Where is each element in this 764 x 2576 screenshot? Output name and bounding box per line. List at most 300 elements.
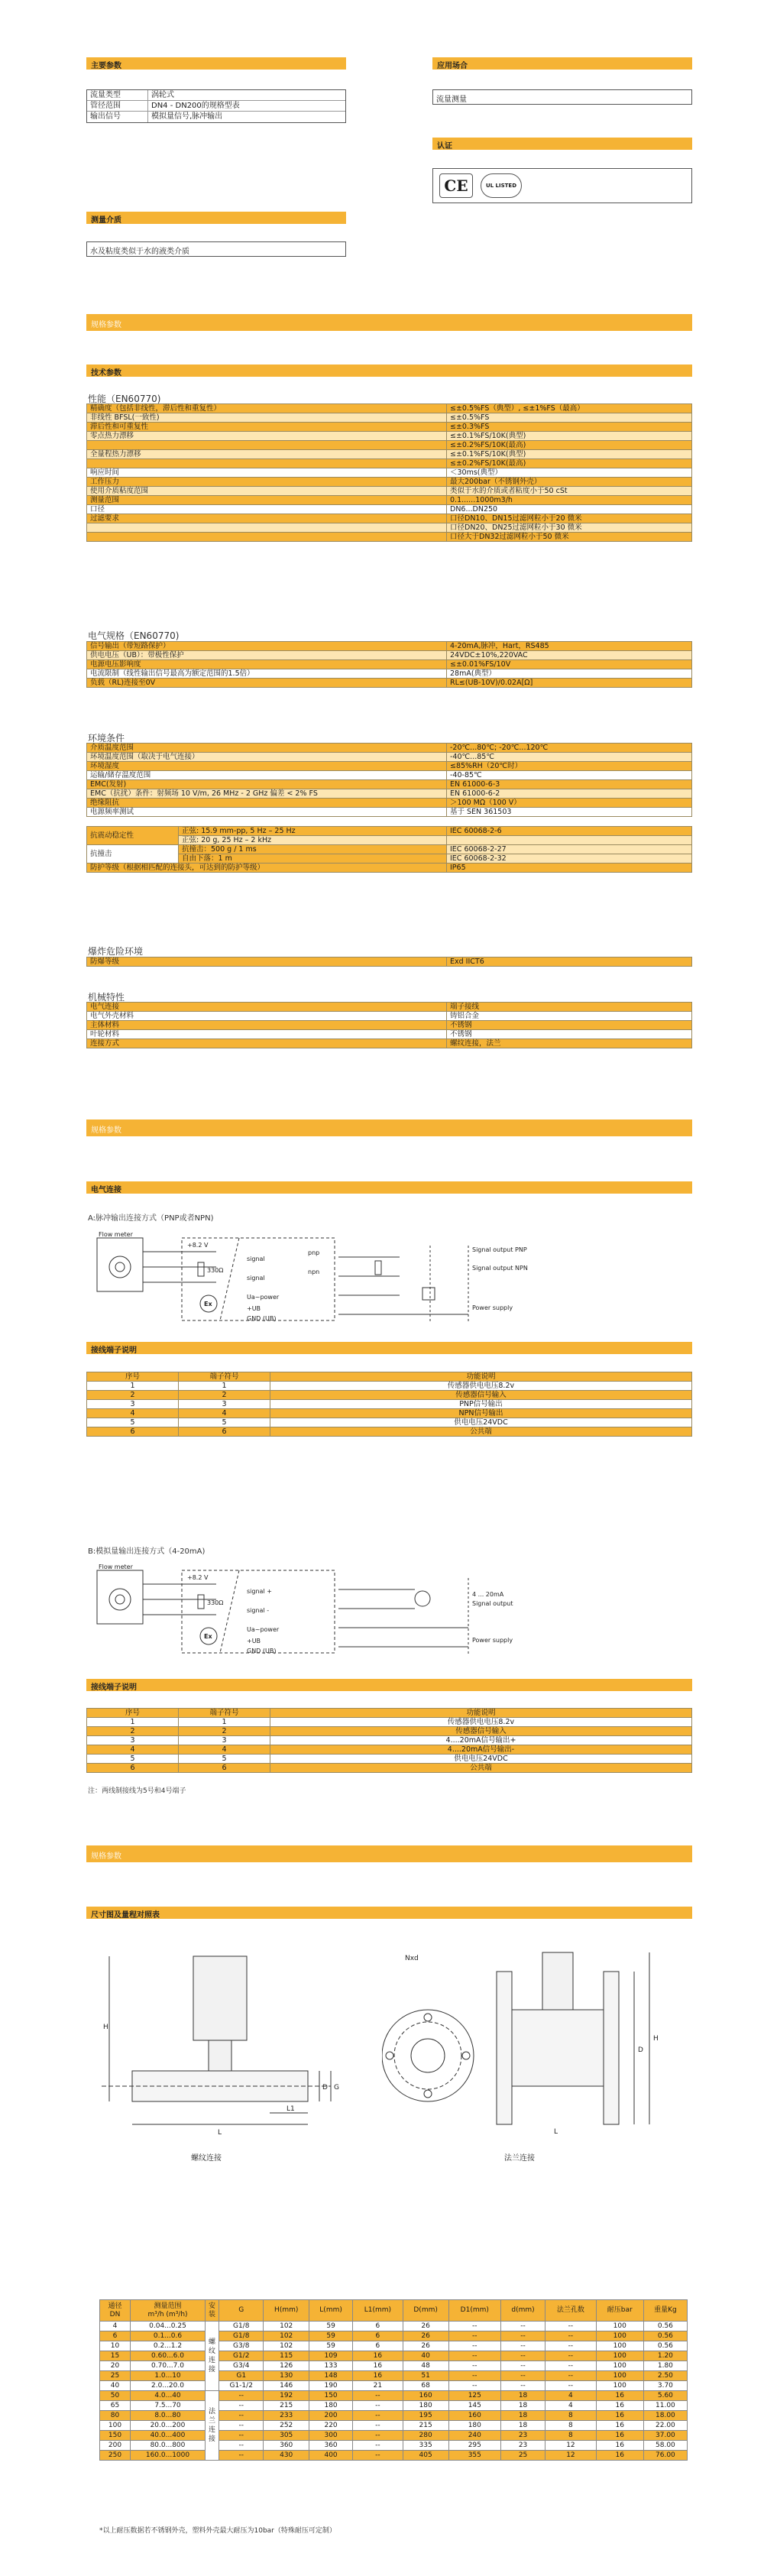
dim-cell: 200 bbox=[100, 2441, 131, 2451]
wiring-diagram-a bbox=[86, 1230, 692, 1330]
spec-label: 电源电压影响度 bbox=[87, 660, 447, 669]
pin-row bbox=[87, 1736, 692, 1745]
wiring-caption-b: B:模拟量输出连接方式（4-20mA) bbox=[88, 1547, 206, 1556]
dim-cell: 8 bbox=[545, 2411, 597, 2421]
spec-value: 口径DN10、DN15过滤网粒小于20 微米 bbox=[447, 514, 692, 523]
spec-value: 铸铝合金 bbox=[447, 1012, 692, 1021]
dim-cell: -- bbox=[448, 2322, 500, 2331]
dim-cell: -- bbox=[500, 2381, 545, 2391]
spec-value: ≤±0.2%FS/10K(最高) bbox=[447, 441, 692, 450]
dim-cell: -- bbox=[500, 2322, 545, 2331]
flange-label: 法兰连接 bbox=[504, 2154, 535, 2163]
pin-header-a: 接线端子说明 bbox=[86, 1342, 692, 1354]
dim-cell: 100 bbox=[596, 2361, 643, 2371]
dim-cell: 0.2...1.2 bbox=[130, 2341, 205, 2351]
pin-row bbox=[87, 1400, 692, 1409]
dim-cell: 76.00 bbox=[643, 2451, 687, 2461]
dim-cell: 102 bbox=[264, 2322, 309, 2331]
shock-label: 抗撞击 bbox=[87, 845, 179, 864]
diag-a-ex: Ex bbox=[204, 1301, 212, 1307]
spec-label: 连接方式 bbox=[87, 1039, 447, 1048]
spec-row bbox=[87, 753, 692, 762]
dim-cell: 0.56 bbox=[643, 2341, 687, 2351]
dim-row bbox=[100, 2331, 688, 2341]
dim-cell: -- bbox=[448, 2361, 500, 2371]
ip-value: IP65 bbox=[447, 864, 692, 873]
dim-cell: 180 bbox=[403, 2401, 448, 2411]
spec-label: 信号输出（带短路保护） bbox=[87, 642, 447, 651]
dim-cell: -- bbox=[545, 2351, 597, 2361]
diag-a-pnp: Signal output PNP bbox=[472, 1246, 527, 1253]
spec-row bbox=[87, 404, 692, 413]
spec-row bbox=[87, 1030, 692, 1039]
diag-a-pnp-tag: pnp bbox=[308, 1249, 320, 1256]
dim-cell: -- bbox=[219, 2411, 264, 2421]
dim-cell: 100 bbox=[100, 2421, 131, 2431]
dim-cell: G1 bbox=[219, 2371, 264, 2381]
pin-table-b bbox=[86, 1708, 692, 1773]
dim-cell: G1-1/2 bbox=[219, 2381, 264, 2391]
pin-header-cell: 序号 bbox=[87, 1709, 179, 1718]
spec-value: 端子接线 bbox=[447, 1003, 692, 1012]
dim-cell: 80.0...800 bbox=[130, 2441, 205, 2451]
spec-row bbox=[87, 468, 692, 478]
spec-row bbox=[87, 505, 692, 514]
dim-cell: -- bbox=[219, 2391, 264, 2401]
pin-cell: 6 bbox=[179, 1427, 270, 1437]
dim-cell: 102 bbox=[264, 2331, 309, 2341]
dim-cell: 190 bbox=[309, 2381, 353, 2391]
flange-connection-drawing bbox=[382, 1941, 692, 2140]
spec-label: 环境湿度 bbox=[87, 762, 447, 771]
pin-cell: 3 bbox=[87, 1400, 179, 1409]
dim-row bbox=[100, 2411, 688, 2421]
pin-cell: 供电电压24VDC bbox=[270, 1418, 692, 1427]
spec-label bbox=[87, 523, 447, 533]
diag-a-v82: +8.2 V bbox=[187, 1242, 209, 1249]
dim-cell: 220 bbox=[309, 2421, 353, 2431]
dim-cell: 8.0...80 bbox=[130, 2411, 205, 2421]
dim-cell: 16 bbox=[596, 2421, 643, 2431]
dim-cell: 160 bbox=[403, 2391, 448, 2401]
cert-box bbox=[432, 168, 692, 203]
svg-text:Nxd: Nxd bbox=[405, 1955, 419, 1962]
dim-cell: 59 bbox=[309, 2331, 353, 2341]
spec-section-bar-2: 规格参数 bbox=[86, 1120, 692, 1136]
dim-cell: 51 bbox=[403, 2371, 448, 2381]
dim-cell: -- bbox=[545, 2322, 597, 2331]
pin-cell: 2 bbox=[179, 1391, 270, 1400]
pin-note: 注：两线制接线为5号和4号端子 bbox=[88, 1787, 186, 1795]
dim-cell: 360 bbox=[309, 2441, 353, 2451]
diag-b-r330: 330Ω bbox=[207, 1599, 224, 1606]
main-params-header: 主要参数 bbox=[86, 57, 346, 70]
dim-cell: 16 bbox=[353, 2351, 403, 2361]
dim-cell: 100 bbox=[596, 2371, 643, 2381]
application-header: 应用场合 bbox=[432, 57, 692, 70]
pin-row bbox=[87, 1409, 692, 1418]
ip-label: 防护等级（根据相匹配的连接头，可达到的防护等级） bbox=[87, 864, 447, 873]
spec-value: ≤±0.2%FS/10K(最高) bbox=[447, 459, 692, 468]
main-param-value: 涡轮式 bbox=[151, 91, 174, 99]
diag-a-npn: Signal output NPN bbox=[472, 1265, 528, 1272]
spec-label: 负载（RL)连接至0V bbox=[87, 679, 447, 688]
dim-row bbox=[100, 2351, 688, 2361]
dim-cell: 16 bbox=[596, 2451, 643, 2461]
pin-cell: 3 bbox=[179, 1400, 270, 1409]
dim-cell: 20.0...200 bbox=[130, 2421, 205, 2431]
pin-row bbox=[87, 1718, 692, 1727]
thread-connection-drawing bbox=[86, 1941, 369, 2140]
pin-cell: 公共端 bbox=[270, 1764, 692, 1773]
dim-header-cell: 通径 DN bbox=[100, 2300, 131, 2322]
dim-cell: -- bbox=[500, 2341, 545, 2351]
vib-cond-1: 正弦: 15.9 mm-pp, 5 Hz – 25 Hz bbox=[179, 827, 447, 836]
dim-cell: 18 bbox=[500, 2411, 545, 2421]
pin-header-b: 接线端子说明 bbox=[86, 1679, 692, 1691]
pin-row bbox=[87, 1764, 692, 1773]
dim-cell: 0.56 bbox=[643, 2322, 687, 2331]
dim-cell: 4.0...40 bbox=[130, 2391, 205, 2401]
diag-b-ub: +UB bbox=[247, 1638, 261, 1644]
pin-row bbox=[87, 1382, 692, 1391]
spec-row bbox=[87, 1003, 692, 1012]
dim-cell: 16 bbox=[596, 2431, 643, 2441]
pin-cell: 1 bbox=[179, 1718, 270, 1727]
dim-row bbox=[100, 2371, 688, 2381]
pin-cell: 1 bbox=[87, 1382, 179, 1391]
spec-label: 介质温度范围 bbox=[87, 744, 447, 753]
dim-cell: 180 bbox=[448, 2421, 500, 2431]
svg-text:D: D bbox=[638, 2046, 643, 2054]
dim-header-cell: 测量范围 m³/h (m³/h) bbox=[130, 2300, 205, 2322]
spec-row bbox=[87, 423, 692, 432]
spec-value: ≤±0.01%FS/10V bbox=[447, 660, 692, 669]
dim-cell: 40.0...400 bbox=[130, 2431, 205, 2441]
dim-cell: 148 bbox=[309, 2371, 353, 2381]
dim-cell: 2.0...20.0 bbox=[130, 2381, 205, 2391]
spec-row bbox=[87, 441, 692, 450]
dim-cell: -- bbox=[545, 2341, 597, 2351]
dim-header-cell: D1(mm) bbox=[448, 2300, 500, 2322]
dim-cell: G1/2 bbox=[219, 2351, 264, 2361]
shock-cond-2: 自由下落：1 m bbox=[179, 854, 447, 864]
spec-row bbox=[87, 514, 692, 523]
dim-cell: 21 bbox=[353, 2381, 403, 2391]
dim-row bbox=[100, 2391, 688, 2401]
dim-install-flange: 法兰连接 bbox=[206, 2391, 219, 2461]
svg-text:H: H bbox=[653, 2035, 659, 2043]
performance-table bbox=[86, 403, 692, 542]
spec-value: 不锈钢 bbox=[447, 1021, 692, 1030]
dim-row bbox=[100, 2322, 688, 2331]
thread-label: 螺纹连接 bbox=[191, 2154, 222, 2163]
dim-cell: G3/4 bbox=[219, 2361, 264, 2371]
dim-cell: 20 bbox=[100, 2361, 131, 2371]
dim-cell: 150 bbox=[100, 2431, 131, 2441]
environment-table bbox=[86, 743, 692, 817]
spec-value: 螺纹连接，法兰 bbox=[447, 1039, 692, 1048]
vib-std-2 bbox=[447, 836, 692, 845]
spec-label: 精确度（包括非线性，滞后性和重复性） bbox=[87, 404, 447, 413]
dim-header-cell: 重量Kg bbox=[643, 2300, 687, 2322]
pin-cell: 4 bbox=[87, 1745, 179, 1755]
spec-row bbox=[87, 669, 692, 679]
svg-text:L1: L1 bbox=[286, 2105, 295, 2113]
spec-row bbox=[87, 789, 692, 799]
spec-row bbox=[87, 771, 692, 780]
pin-cell: 2 bbox=[179, 1727, 270, 1736]
dim-cell: -- bbox=[219, 2451, 264, 2461]
spec-label bbox=[87, 441, 447, 450]
diag-a-power: Power supply bbox=[472, 1304, 513, 1311]
dim-cell: 215 bbox=[264, 2401, 309, 2411]
env-title: 环境条件 bbox=[88, 733, 125, 744]
svg-text:L: L bbox=[218, 2129, 222, 2137]
dim-header-cell: 法兰孔数 bbox=[545, 2300, 597, 2322]
shock-cond-1: 抗撞击：500 g / 1 ms bbox=[179, 845, 447, 854]
electrical-table bbox=[86, 641, 692, 688]
dim-row bbox=[100, 2341, 688, 2351]
dim-cell: 215 bbox=[403, 2421, 448, 2431]
pin-header-row bbox=[87, 1372, 692, 1382]
dim-cell: 0.1...0.6 bbox=[130, 2331, 205, 2341]
dim-header-cell: H(mm) bbox=[264, 2300, 309, 2322]
dim-cell: 3.70 bbox=[643, 2381, 687, 2391]
dim-cell: 6 bbox=[353, 2341, 403, 2351]
dim-cell: 59 bbox=[309, 2341, 353, 2351]
spec-value: 基于 SEN 361503 bbox=[447, 808, 692, 817]
pin-cell: PNP信号输出 bbox=[270, 1400, 692, 1409]
pin-cell: 5 bbox=[87, 1418, 179, 1427]
dim-cell: 0.04...0.25 bbox=[130, 2322, 205, 2331]
svg-text:G: G bbox=[334, 2084, 339, 2092]
spec-row bbox=[87, 533, 692, 542]
pin-cell: 公共端 bbox=[270, 1427, 692, 1437]
svg-text:D: D bbox=[322, 2084, 328, 2092]
pin-cell: 1 bbox=[179, 1382, 270, 1391]
dim-header-cell: L(mm) bbox=[309, 2300, 353, 2322]
pin-header-cell: 端子符号 bbox=[179, 1709, 270, 1718]
dim-cell: -- bbox=[219, 2431, 264, 2441]
spec-value: ≤±0.1%FS/10K(典型) bbox=[447, 432, 692, 441]
spec-label bbox=[87, 459, 447, 468]
pin-cell: 传感器信号输入 bbox=[270, 1391, 692, 1400]
spec-row bbox=[87, 1021, 692, 1030]
dim-cell: 130 bbox=[264, 2371, 309, 2381]
dim-cell: 0.56 bbox=[643, 2331, 687, 2341]
elec-title: 电气规格（EN60770) bbox=[88, 630, 180, 641]
pin-cell: 2 bbox=[87, 1727, 179, 1736]
shock-std-1: IEC 60068-2-27 bbox=[447, 845, 692, 854]
dim-cell: -- bbox=[448, 2341, 500, 2351]
spec-row bbox=[87, 762, 692, 771]
dim-row bbox=[100, 2431, 688, 2441]
main-param-row bbox=[87, 101, 345, 112]
main-param-label: 流量类型 bbox=[87, 90, 148, 100]
dim-cell: 26 bbox=[403, 2322, 448, 2331]
dim-cell: G1/8 bbox=[219, 2331, 264, 2341]
spec-value: 4-20mA,脉冲，Hart，RS485 bbox=[447, 642, 692, 651]
pin-header-cell: 序号 bbox=[87, 1372, 179, 1382]
dim-cell: 400 bbox=[309, 2451, 353, 2461]
dim-cell: 6 bbox=[353, 2331, 403, 2341]
dim-cell: 133 bbox=[309, 2361, 353, 2371]
dim-cell: -- bbox=[219, 2421, 264, 2431]
svg-text:L: L bbox=[554, 2128, 558, 2136]
dim-cell: 16 bbox=[353, 2361, 403, 2371]
dim-cell: 100 bbox=[596, 2381, 643, 2391]
spec-row bbox=[87, 651, 692, 660]
spec-value: 24VDC±10%,220VAC bbox=[447, 651, 692, 660]
main-param-row bbox=[87, 90, 345, 101]
spec-value: 口径大于DN32过滤网粒小于50 微米 bbox=[447, 533, 692, 542]
dim-cell: -- bbox=[545, 2381, 597, 2391]
dim-cell: 300 bbox=[309, 2431, 353, 2441]
spec-label: 叶轮材料 bbox=[87, 1030, 447, 1039]
dim-cell: 195 bbox=[403, 2411, 448, 2421]
spec-row bbox=[87, 432, 692, 441]
dim-cell: 6 bbox=[353, 2322, 403, 2331]
diag-b-ex: Ex bbox=[204, 1633, 212, 1640]
spec-label: 环境温度范围（取决于电气连接） bbox=[87, 753, 447, 762]
spec-value: ≤85%RH（20℃时） bbox=[447, 762, 692, 771]
dim-cell: -- bbox=[353, 2451, 403, 2461]
dim-cell: 295 bbox=[448, 2441, 500, 2451]
spec-value: EN 61000-6-3 bbox=[447, 780, 692, 789]
dim-cell: -- bbox=[353, 2431, 403, 2441]
spec-value: ＜30ms(典型） bbox=[447, 468, 692, 478]
spec-value: 不锈钢 bbox=[447, 1030, 692, 1039]
dim-cell: 10 bbox=[100, 2341, 131, 2351]
pin-row bbox=[87, 1727, 692, 1736]
dim-cell: 11.00 bbox=[643, 2401, 687, 2411]
spec-row bbox=[87, 799, 692, 808]
spec-label: 电源频率测试 bbox=[87, 808, 447, 817]
dim-cell: 160 bbox=[448, 2411, 500, 2421]
wiring-header: 电气连接 bbox=[86, 1181, 692, 1194]
svg-text:H: H bbox=[103, 2024, 108, 2031]
spec-label: EMC(发射) bbox=[87, 780, 447, 789]
diag-b-ua: Ua~power bbox=[247, 1626, 280, 1633]
diag-b-ma: 4 ... 20mA bbox=[472, 1591, 504, 1598]
diag-b-gnd: GND (UB) bbox=[247, 1648, 277, 1654]
dim-cell: 68 bbox=[403, 2381, 448, 2391]
dim-cell: 109 bbox=[309, 2351, 353, 2361]
dim-cell: 15 bbox=[100, 2351, 131, 2361]
pin-cell: 6 bbox=[87, 1427, 179, 1437]
spec-value: ≤±0.5%FS（典型）, ≤±1%FS（最高） bbox=[447, 404, 692, 413]
spec-label: 供电电压（UB）：带极性保护 bbox=[87, 651, 447, 660]
vib-std-1: IEC 60068-2-6 bbox=[447, 827, 692, 836]
dim-cell: -- bbox=[448, 2381, 500, 2391]
dim-row bbox=[100, 2381, 688, 2391]
spec-label: 使用介质粘度范围 bbox=[87, 487, 447, 496]
dim-cell: 150 bbox=[309, 2391, 353, 2401]
pin-cell: 4....20mA信号输出- bbox=[270, 1745, 692, 1755]
spec-section-bar-3: 规格参数 bbox=[86, 1845, 692, 1862]
spec-row bbox=[87, 679, 692, 688]
dims-footnote: *以上耐压数据若不锈钢外壳，塑料外壳最大耐压为10bar（特殊耐压可定制） bbox=[99, 2527, 336, 2535]
dim-cell: G1/8 bbox=[219, 2322, 264, 2331]
spec-row bbox=[87, 808, 692, 817]
spec-row bbox=[87, 496, 692, 505]
diag-a-r330: 330Ω bbox=[207, 1267, 224, 1274]
pin-cell: 5 bbox=[179, 1418, 270, 1427]
pin-cell: 4 bbox=[87, 1409, 179, 1418]
dim-cell: 12 bbox=[545, 2441, 597, 2451]
pin-cell: 5 bbox=[87, 1755, 179, 1764]
dim-cell: 18.00 bbox=[643, 2411, 687, 2421]
spec-value: 最大200bar（不锈钢外壳） bbox=[447, 478, 692, 487]
dim-cell: 6 bbox=[100, 2331, 131, 2341]
dim-cell: 59 bbox=[309, 2322, 353, 2331]
main-param-row bbox=[87, 112, 345, 122]
ex-label: 防爆等级 bbox=[87, 957, 447, 967]
spec-section-bar: 规格参数 bbox=[86, 314, 692, 331]
pin-header-cell: 端子符号 bbox=[179, 1372, 270, 1382]
dim-cell: -- bbox=[353, 2411, 403, 2421]
dim-cell: 4 bbox=[100, 2322, 131, 2331]
dim-cell: -- bbox=[448, 2351, 500, 2361]
main-param-value: 模拟量信号,脉冲输出 bbox=[151, 112, 223, 121]
pin-row bbox=[87, 1745, 692, 1755]
pin-cell: 3 bbox=[87, 1736, 179, 1745]
dim-cell: 100 bbox=[596, 2341, 643, 2351]
main-params-box bbox=[86, 89, 346, 123]
dim-cell: 80 bbox=[100, 2411, 131, 2421]
dim-cell: 335 bbox=[403, 2441, 448, 2451]
dim-cell: 23 bbox=[500, 2441, 545, 2451]
vib-cond-2: 正弦: 20 g, 25 Hz – 2 kHz bbox=[179, 836, 447, 845]
perf-title: 性能（EN60770) bbox=[88, 394, 161, 404]
dim-cell: 25 bbox=[500, 2451, 545, 2461]
dim-cell: 16 bbox=[596, 2441, 643, 2451]
pin-row bbox=[87, 1427, 692, 1437]
dim-cell: -- bbox=[448, 2371, 500, 2381]
diag-a-signal-1: signal bbox=[247, 1256, 265, 1262]
pin-header-row bbox=[87, 1709, 692, 1718]
spec-row bbox=[87, 642, 692, 651]
dim-cell: 126 bbox=[264, 2361, 309, 2371]
main-param-label: 管径范围 bbox=[87, 101, 148, 111]
dim-cell: 40 bbox=[403, 2351, 448, 2361]
spec-value: -40℃...85℃ bbox=[447, 753, 692, 762]
pin-row bbox=[87, 1755, 692, 1764]
dim-cell: 280 bbox=[403, 2431, 448, 2441]
dim-cell: -- bbox=[500, 2371, 545, 2381]
medium-value: 水及粘度类似于水的液类介质 bbox=[90, 248, 189, 256]
diag-a-signal-2: signal bbox=[247, 1275, 265, 1282]
pin-cell: 传感器供电电压8.2v bbox=[270, 1718, 692, 1727]
spec-value: DN6...DN250 bbox=[447, 505, 692, 514]
dim-cell: 16 bbox=[353, 2371, 403, 2381]
mech-title: 机械特性 bbox=[88, 992, 125, 1003]
pin-cell: 供电电压24VDC bbox=[270, 1755, 692, 1764]
spec-label: 运输/储存温度范围 bbox=[87, 771, 447, 780]
wiring-diagram-b bbox=[86, 1563, 692, 1662]
mechanical-table bbox=[86, 1002, 692, 1048]
dim-cell: 16 bbox=[596, 2391, 643, 2401]
dim-cell: -- bbox=[219, 2401, 264, 2411]
pin-row bbox=[87, 1391, 692, 1400]
dim-cell: 7.5...70 bbox=[130, 2401, 205, 2411]
vibration-table bbox=[86, 826, 692, 873]
dim-cell: 0.70...7.0 bbox=[130, 2361, 205, 2371]
dim-header-cell: d(mm) bbox=[500, 2300, 545, 2322]
diag-b-v82: +8.2 V bbox=[187, 1574, 209, 1581]
spec-row bbox=[87, 413, 692, 423]
